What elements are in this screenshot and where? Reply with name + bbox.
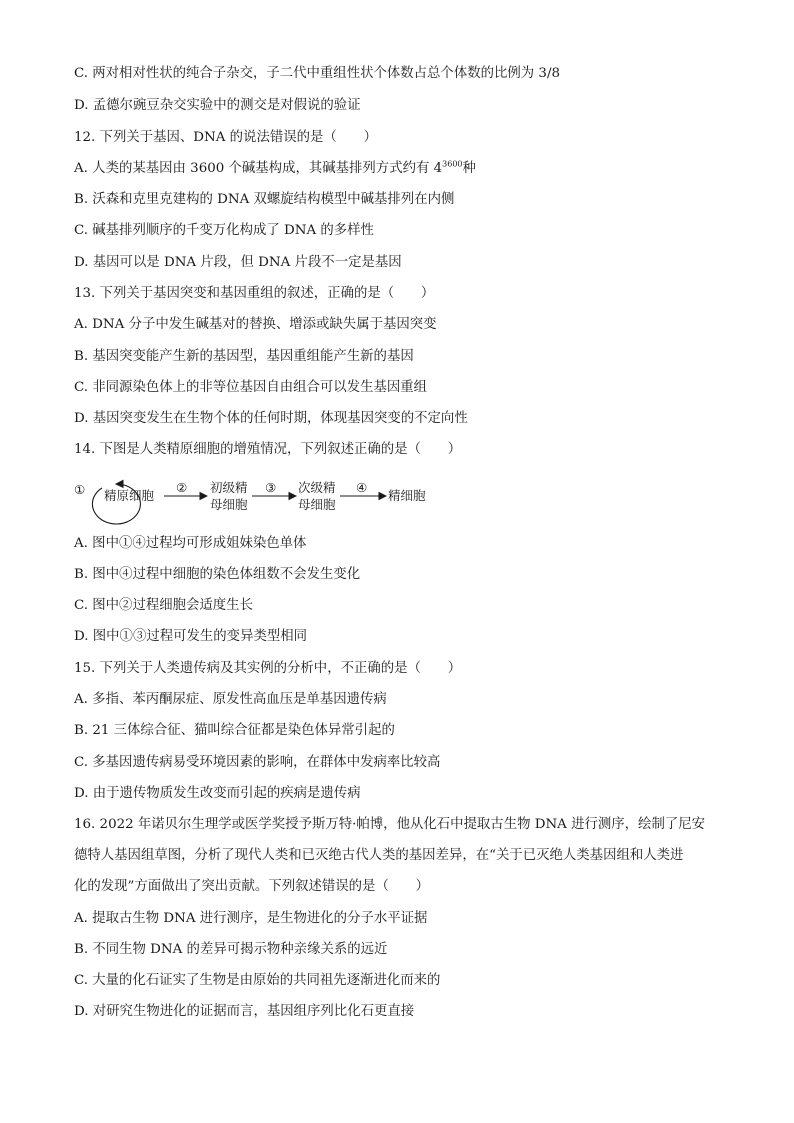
q16-stem-line-3: 化的发现”方面做出了突出贡献。下列叙述错误的是（ ） <box>74 879 429 894</box>
q15-stem: 15. 下列关于人类遗传病及其实例的分析中，不正确的是（ ） <box>74 661 462 676</box>
q11-option-c: C. 两对相对性状的纯合子杂交，子二代中重组性状个体数占总个体数的比例为 3/8 <box>74 66 560 81</box>
mark-4: ④ <box>356 480 368 495</box>
mark-3: ③ <box>265 480 277 495</box>
q13-option-a: A. DNA 分子中发生碱基对的替换、增添或缺失属于基因突变 <box>74 317 437 332</box>
q16-stem-line-1: 16. 2022 年诺贝尔生理学或医学奖授予斯万特·帕博，他从化石中提取古生物 DNA 进行测序，绘制了尼安 <box>74 817 706 832</box>
mark-1: ① <box>74 482 86 497</box>
mark-2: ② <box>176 480 188 495</box>
cell-primary-bottom: 母细胞 <box>210 497 248 512</box>
q16-option-a: A. 提取古生物 DNA 进行测序，是生物进化的分子水平证据 <box>74 911 428 926</box>
q15-option-d: D. 由于遗传物质发生改变而引起的疾病是遗传病 <box>74 786 361 801</box>
q14-option-c: C. 图中②过程细胞会适度生长 <box>74 598 253 613</box>
cell-spermatogonium: 精原细胞 <box>104 488 155 503</box>
q12-option-b: B. 沃森和克里克建构的 DNA 双螺旋结构模型中碱基排列在内侧 <box>74 192 455 207</box>
exponent: 3600 <box>442 159 463 169</box>
q13-option-c: C. 非同源染色体上的非等位基因自由组合可以发生基因重组 <box>74 380 428 395</box>
q15-option-b: B. 21 三体综合征、猫叫综合征都是染色体异常引起的 <box>74 723 395 738</box>
q13-stem: 13. 下列关于基因突变和基因重组的叙述，正确的是（ ） <box>74 286 435 301</box>
q15-option-c: C. 多基因遗传病易受环境因素的影响，在群体中发病率比较高 <box>74 755 441 770</box>
q12-option-a: A. 人类的某基因由 3600 个碱基构成，其碱基排列方式约有 $4^{3600}$种 <box>74 159 476 176</box>
q16-stem-line-2: 德特人基因组草图，分析了现代人类和已灭绝古代人类的基因差异，在“关于已灭绝人类基因组和人类进 <box>74 848 684 863</box>
q13-option-b: B. 基因突变能产生新的基因型，基因重组能产生新的基因 <box>74 349 414 364</box>
cell-secondary-bottom: 母细胞 <box>298 497 336 512</box>
q12-option-c: C. 碱基排列顺序的千变万化构成了 DNA 的多样性 <box>74 223 374 238</box>
q14-option-b: B. 图中④过程中细胞的染色体组数不会发生变化 <box>74 567 361 582</box>
cell-primary-top: 初级精 <box>210 480 248 495</box>
q13-option-d: D. 基因突变发生在生物个体的任何时期，体现基因突变的不定向性 <box>74 411 468 426</box>
q16-option-b: B. 不同生物 DNA 的差异可揭示物种亲缘关系的远近 <box>74 942 388 957</box>
q16-option-c: C. 大量的化石证实了生物是由原始的共同祖先逐渐进化而来的 <box>74 973 441 988</box>
q15-option-a: A. 多指、苯丙酮尿症、原发性高血压是单基因遗传病 <box>74 692 387 707</box>
q16-option-d: D. 对研究生物进化的证据而言，基因组序列比化石更直接 <box>74 1004 415 1019</box>
q14-option-a: A. 图中①④过程均可形成姐妹染色单体 <box>74 536 307 551</box>
spermatogenesis-diagram <box>74 472 454 528</box>
q12-option-d: D. 基因可以是 DNA 片段，但 DNA 片段不一定是基因 <box>74 255 402 270</box>
q11-option-d: D. 孟德尔豌豆杂交实验中的测交是对假说的验证 <box>74 98 361 113</box>
q14-stem: 14. 下图是人类精原细胞的增殖情况，下列叙述正确的是（ ） <box>74 442 462 457</box>
cell-spermatid: 精细胞 <box>388 488 426 503</box>
q14-option-d: D. 图中①③过程可发生的变异类型相同 <box>74 629 308 644</box>
q12-stem: 12. 下列关于基因、DNA 的说法错误的是（ ） <box>74 130 377 145</box>
cell-secondary-top: 次级精 <box>298 480 336 495</box>
